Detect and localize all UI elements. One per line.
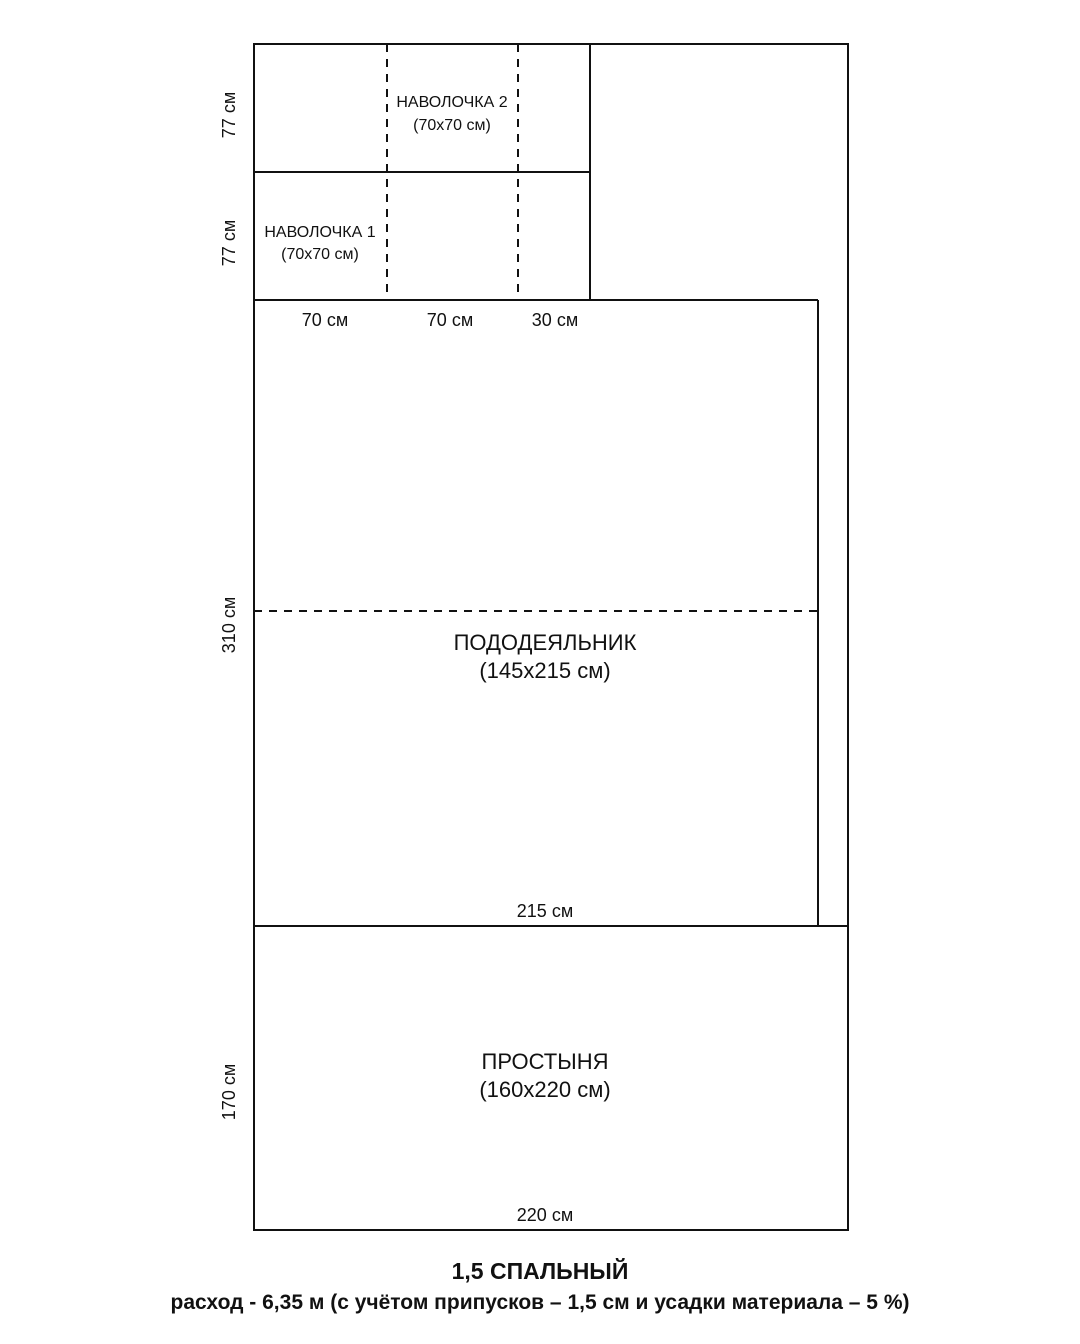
pillowcase-1-label: НАВОЛОЧКА 1 bbox=[264, 224, 376, 241]
sheet-height-label: 170 см bbox=[219, 1063, 239, 1121]
duvet-height-label: 310 см bbox=[219, 596, 239, 654]
col3-width-label: 30 см bbox=[531, 310, 579, 330]
pillowcase-2-size: (70х70 см) bbox=[413, 117, 491, 134]
pillowcase-1-size: (70х70 см) bbox=[281, 246, 359, 263]
duvet-cover-label: ПОДОДЕЯЛЬНИК bbox=[453, 630, 637, 655]
sheet-size: (160х220 см) bbox=[479, 1077, 611, 1102]
sheet-label: ПРОСТЫНЯ bbox=[481, 1049, 609, 1074]
duvet-width-label: 215 см bbox=[516, 901, 574, 921]
set-size-title: 1,5 СПАЛЬНЫЙ bbox=[451, 1258, 629, 1284]
pillowcase-2-label: НАВОЛОЧКА 2 bbox=[396, 94, 508, 111]
duvet-cover-size: (145х215 см) bbox=[479, 658, 611, 683]
fabric-consumption-note: расход - 6,35 м (с учётом припусков – 1,5 см и усадки материала – 5 %) bbox=[170, 1291, 910, 1314]
col1-width-label: 70 см bbox=[301, 310, 349, 330]
col2-width-label: 70 см bbox=[426, 310, 474, 330]
row2-height-label: 77 см bbox=[219, 219, 239, 267]
row1-height-label: 77 см bbox=[219, 91, 239, 139]
sheet-width-label: 220 см bbox=[516, 1205, 574, 1225]
